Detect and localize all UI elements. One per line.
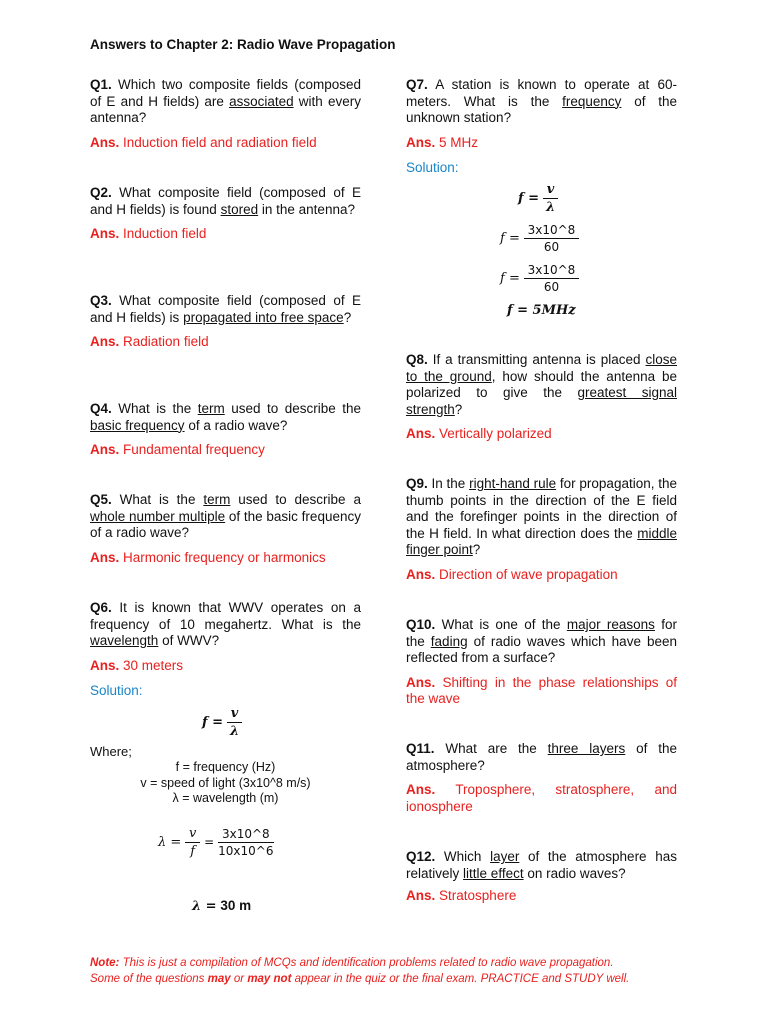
question-7: Q7. A station is known to operate at 60-meters. What is the frequency of the unknown station? Ans. 5 MHz Solution: — [406, 77, 677, 175]
solution-label: Solution: — [90, 683, 143, 698]
answer-4: Fundamental frequency — [123, 442, 265, 457]
question-1: Q1. Which two composite fields (composed of E and H fields) are associated with every antenna? Ans. Induction field and radiation field — [90, 77, 361, 150]
answer-11: Troposphere, stratosphere, and ionosphere — [406, 782, 677, 814]
q6-equation: λ = $\frac{v}{f}$ = $\frac{3x10\^{}8}{10x10\^{}6}$ — [158, 826, 274, 859]
q7-line-2: f = $\frac{3x10\^{}8}{60}$ — [500, 223, 579, 254]
q7-line-4: f = 5MHz — [507, 303, 576, 318]
answer-6: 30 meters — [123, 657, 184, 673]
question-4: Q4. What is the term used to describe the basic frequency of a radio wave? Ans. Fundamental frequency — [90, 401, 361, 457]
footer-note: Note: This is just a compilation of MCQs and identification problems related to radio wave propagation. Some of the questions may or may not appear in the quiz or the final exam. PRACTICE and STUDY well. — [90, 957, 630, 985]
page-title: Answers to Chapter 2: Radio Wave Propagation — [90, 37, 396, 52]
question-8: Q8. If a transmitting antenna is placed close to the ground, how should the antenna be polarized to give the greatest signal strength? Ans. Vertically polarized — [406, 352, 677, 441]
question-9: Q9. In the right-hand rule for propagation, the thumb points in the direction of the E field and the forefinger points in the direction of the H field. In what direction does the middle finger point? Ans. Direction of wave propagation — [406, 476, 677, 582]
q7-line-3: f = $\frac{3x10\^{}8}{60}$ — [500, 263, 579, 294]
answer-12: Stratosphere — [439, 888, 517, 903]
q6-definitions: f = frequency (Hz) v = speed of light (3x10^8 m/s) λ = wavelength (m) — [140, 760, 311, 805]
question-5: Q5. What is the term used to describe a whole number multiple of the basic frequency of a radio wave? Ans. Harmonic frequency or harmonics — [90, 492, 361, 565]
answer-10: Shifting in the phase relationships of the wave — [406, 674, 677, 706]
q6-where: Where; — [90, 744, 132, 759]
solution-label: Solution: — [406, 160, 459, 175]
question-11: Q11. What are the three layers of the atmosphere? Ans. Troposphere, stratosphere, and ionosphere — [406, 741, 677, 814]
answer-2: Induction field — [123, 226, 207, 241]
answer-9: Direction of wave propagation — [439, 566, 618, 582]
question-10: Q10. What is one of the major reasons for the fading of radio waves which have been reflected from a surface? Ans. Shifting in the phase relationships of the wave — [406, 617, 677, 706]
answer-7: 5 MHz — [439, 134, 479, 150]
answer-1: Induction field and radiation field — [123, 134, 317, 150]
question-6: Q6. It is known that WWV operates on a frequency of 10 megahertz. What is the wavelength of WWV? Ans. 30 meters Solution: — [90, 600, 361, 698]
question-2: Q2. What composite field (composed of E and H fields) is found stored in the antenna? Ans. Induction field — [90, 185, 361, 241]
q6-result: λ = 30 m — [192, 898, 252, 914]
answer-5: Harmonic frequency or harmonics — [123, 549, 326, 565]
q7-line-1: f = $\frac{v}{\lambda}$ — [518, 182, 558, 215]
answer-3: Radiation field — [123, 334, 209, 349]
question-3: Q3. What composite field (composed of E and H fields) is propagated into free space? Ans. Radiation field — [90, 293, 361, 349]
question-12: Q12. Which layer of the atmosphere has relatively little effect on radio waves? Ans. Stratosphere — [406, 849, 677, 903]
q6-formula: f = $\frac{v}{\lambda}$ — [202, 706, 242, 739]
answer-8: Vertically polarized — [439, 426, 552, 441]
